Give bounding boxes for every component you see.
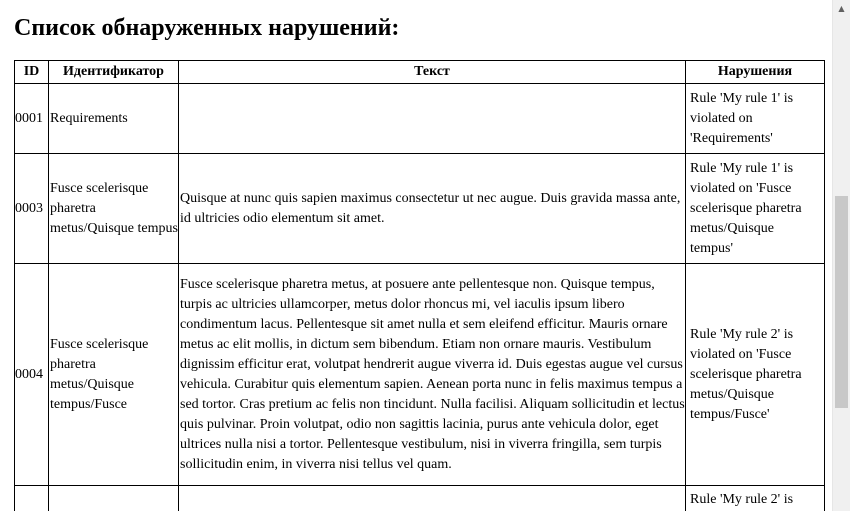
header-text: Текст: [179, 61, 686, 84]
table-row: [15, 84, 825, 154]
table-row: [15, 264, 825, 486]
table-row: [15, 154, 825, 264]
row-identifier: [49, 486, 179, 511]
row-violation: Rule 'My rule 1' is violated on 'Fusce scelerisque pharetra metus/Quisque tempus': [686, 154, 825, 264]
row-text: [179, 84, 686, 154]
header-id: ID: [15, 61, 49, 84]
row-id: 0003: [15, 154, 49, 264]
row-text: Quisque at nunc quis sapien maximus consectetur ut nec augue. Duis gravida massa ante, id ultricies odio elementum sit amet.: [179, 154, 686, 264]
table-row: [15, 486, 825, 511]
page-title: Список обнаруженных нарушений:: [14, 15, 400, 41]
row-id: 0001: [15, 84, 49, 154]
header-violations: Нарушения: [686, 61, 825, 84]
row-violation: Rule 'My rule 2' is: [686, 486, 825, 511]
row-identifier: Fusce scelerisque pharetra metus/Quisque tempus: [49, 154, 179, 264]
row-identifier: Requirements: [49, 84, 179, 154]
scrollbar-thumb[interactable]: [835, 196, 848, 408]
row-id: 0004: [15, 264, 49, 486]
row-text: [179, 486, 686, 511]
row-text: Fusce scelerisque pharetra metus, at posuere ante pellentesque non. Quisque tempus, turpis ac ultricies ullamcorper, metus dolor rhoncus mi, vel iaculis ipsum libero condimentum lacus. Pellentesque sit amet nulla et sem eleifend efficitur. Mauris ornare metus ac elit mollis, in dictum sem bibendum. Etiam non ornare mauris. Vestibulum dignissim efficitur erat, volutpat hendrerit augue viverra id. Duis egestas augue vel cursus vehicula. Curabitur quis elementum sapien. Aenean porta nunc in felis maximus tempus a sed tortor. Cras pretium ac felis non tincidunt. Nulla facilisi. Aliquam sollicitudin et lectus quis pulvinar. Proin volutpat, odio non sagittis lacinia, purus ante vehicula dolor, eget ultrices nulla nisi a tortor. Pellentesque vestibulum, nisi in viverra fringilla, sem turpis sollicitudin enim, in viverra nisi tellus vel quam.: [179, 264, 686, 486]
violations-table: [14, 60, 825, 511]
row-violation: Rule 'My rule 1' is violated on 'Requirements': [686, 84, 825, 154]
header-identifier: Идентификатор: [49, 61, 179, 84]
row-violation: Rule 'My rule 2' is violated on 'Fusce scelerisque pharetra metus/Quisque tempus/Fusce': [686, 264, 825, 486]
vertical-scrollbar[interactable]: [832, 0, 850, 511]
report-content: [14, 0, 824, 511]
row-id: [15, 486, 49, 511]
table-header-row: [15, 61, 825, 84]
triangle-up-icon[interactable]: ▲: [838, 4, 845, 13]
row-identifier: Fusce scelerisque pharetra metus/Quisque tempus/Fusce: [49, 264, 179, 486]
